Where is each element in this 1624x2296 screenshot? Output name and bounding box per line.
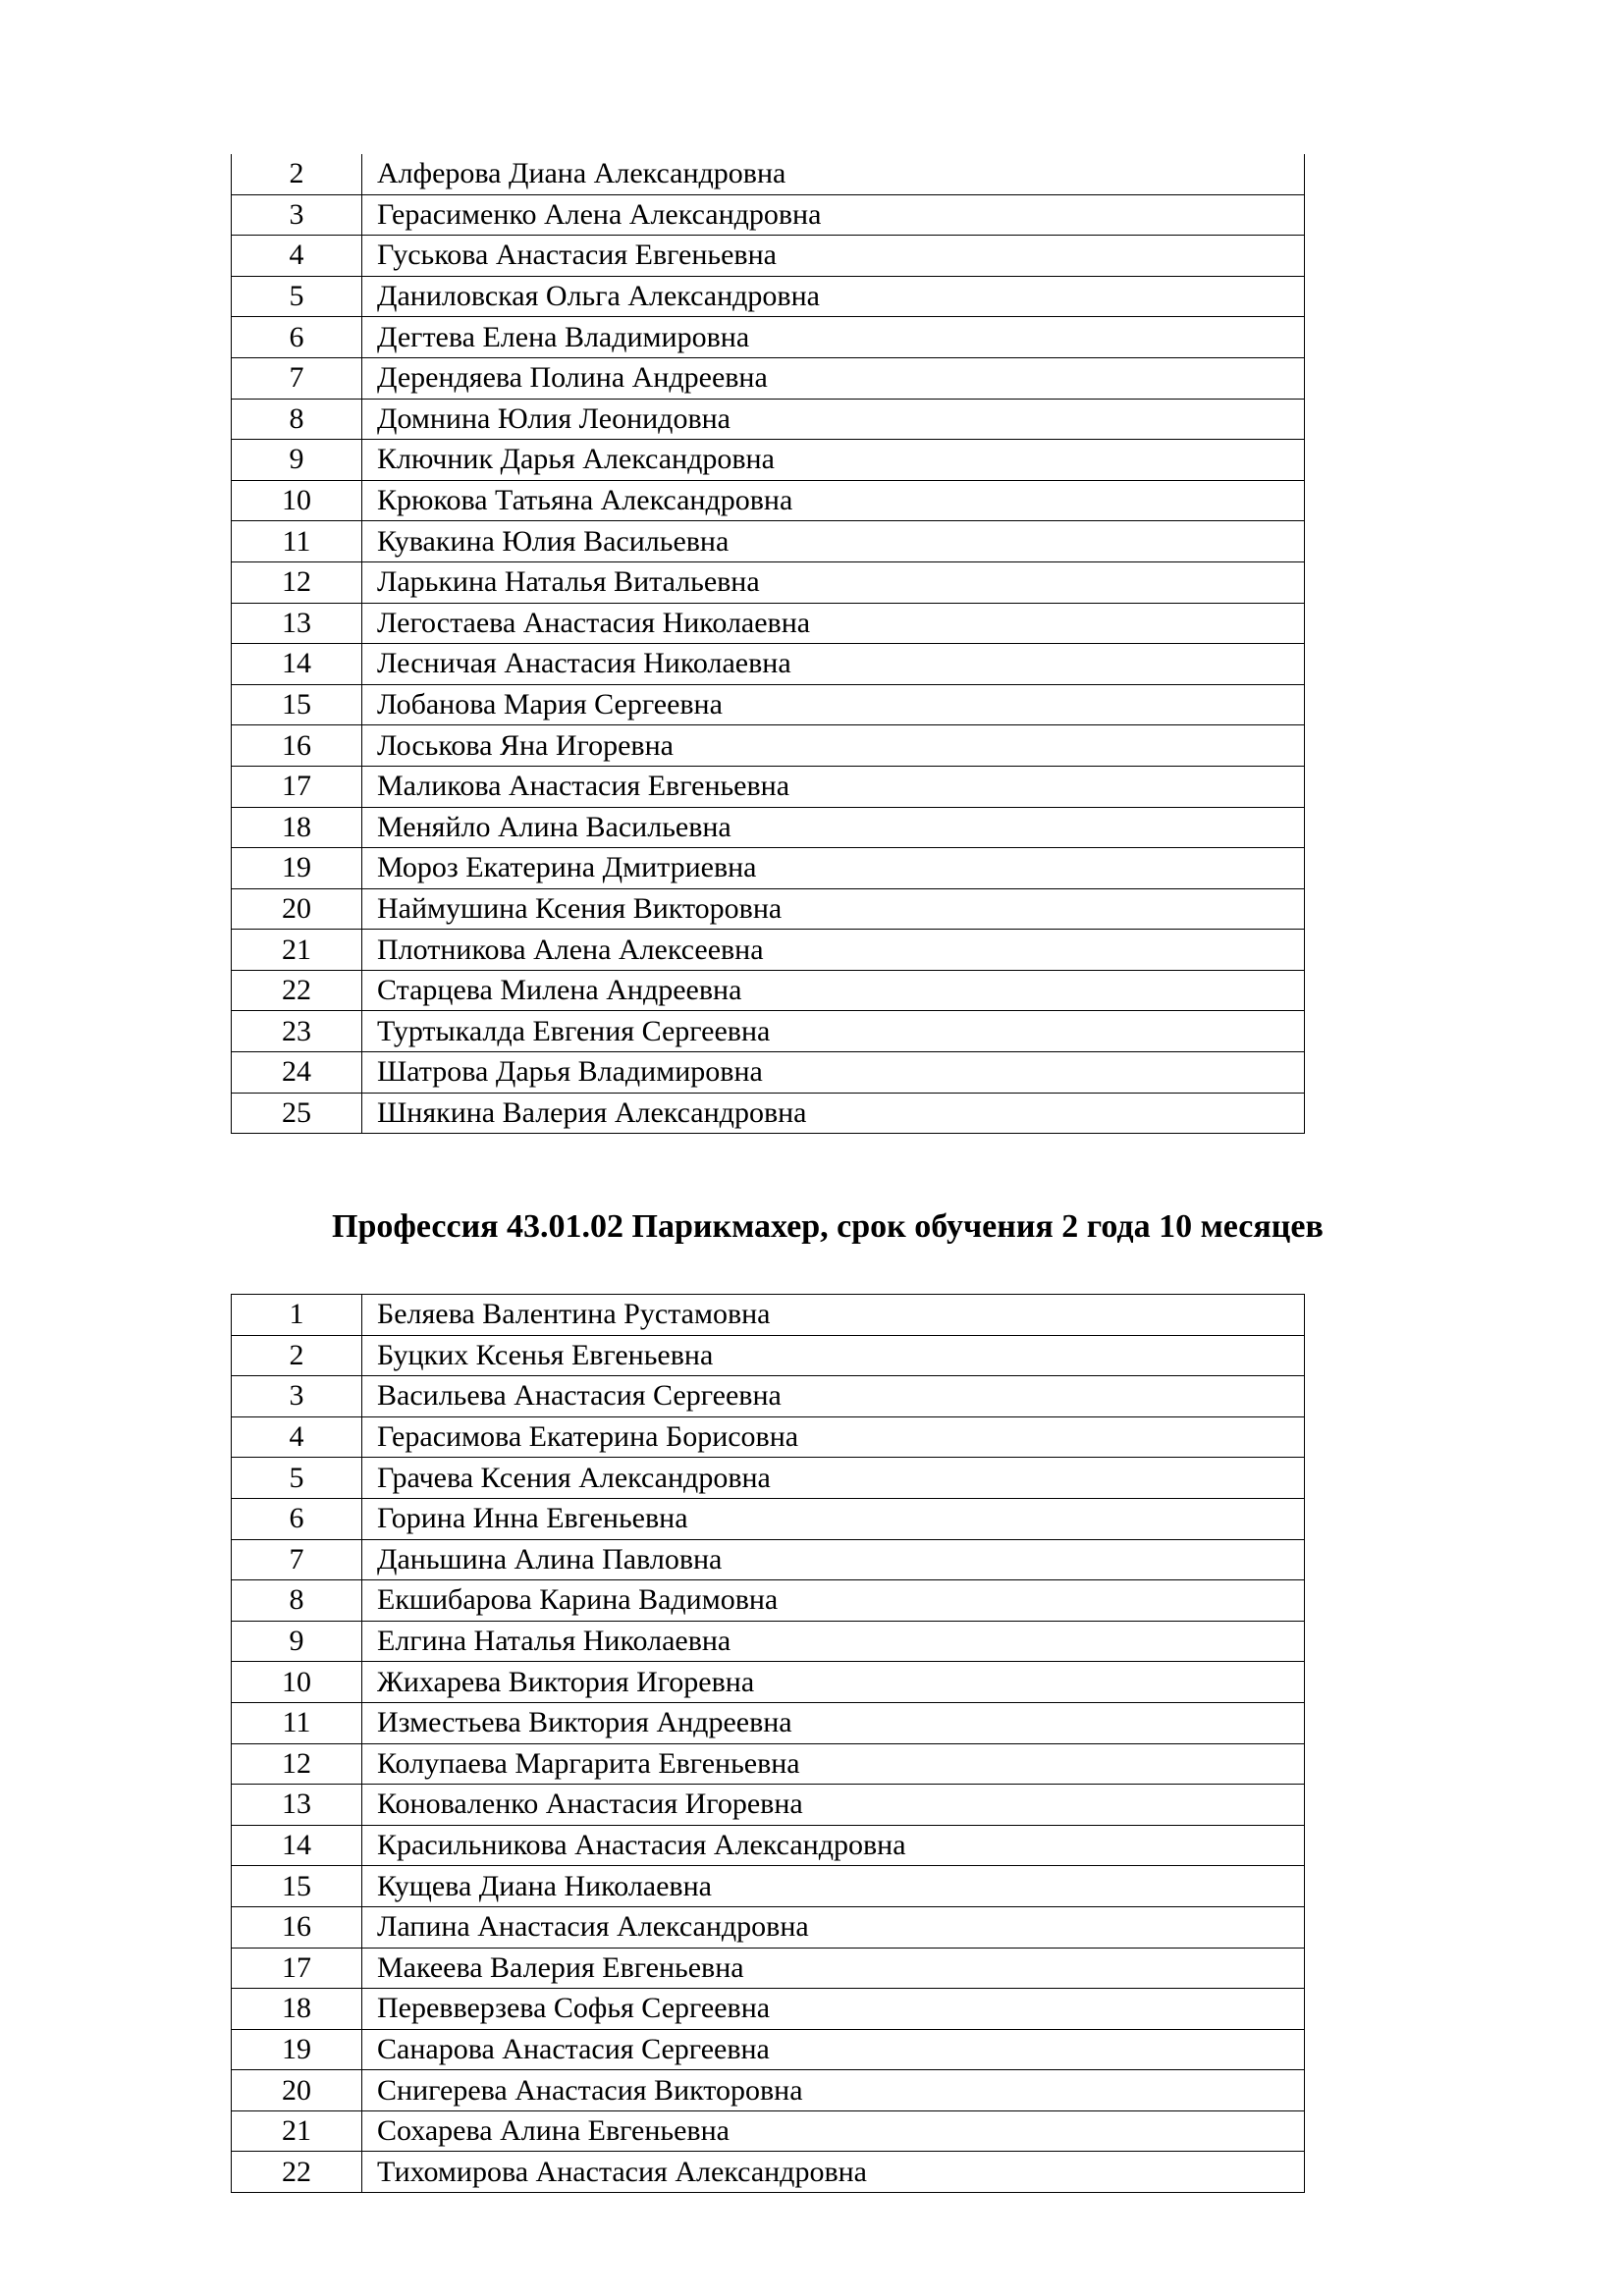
row-number: 8	[232, 399, 362, 440]
row-number: 9	[232, 1621, 362, 1662]
table-row	[232, 603, 1305, 644]
row-number: 18	[232, 807, 362, 848]
row-number: 4	[232, 1416, 362, 1458]
section-heading: Профессия 43.01.02 Парикмахер, срок обучения 2 года 10 месяцев	[332, 1208, 1324, 1245]
student-name: Кущева Диана Николаевна	[362, 1866, 1305, 1907]
table-row	[232, 480, 1305, 521]
table-row	[232, 317, 1305, 358]
row-number: 15	[232, 1866, 362, 1907]
table-row	[232, 1743, 1305, 1785]
table-row	[232, 357, 1305, 399]
row-number: 23	[232, 1011, 362, 1052]
student-name: Коноваленко Анастасия Игоревна	[362, 1785, 1305, 1826]
table-row	[232, 1906, 1305, 1948]
student-table-hairdresser	[231, 1294, 1305, 2193]
row-number: 13	[232, 1785, 362, 1826]
student-name: Даньшина Алина Павловна	[362, 1539, 1305, 1580]
row-number: 2	[232, 1335, 362, 1376]
table-row	[232, 561, 1305, 603]
row-number: 22	[232, 970, 362, 1011]
student-name: Шнякина Валерия Александровна	[362, 1093, 1305, 1134]
row-number: 8	[232, 1580, 362, 1622]
student-name: Лоськова Яна Игоревна	[362, 725, 1305, 767]
student-name: Изместьева Виктория Андреевна	[362, 1702, 1305, 1743]
table-row	[232, 725, 1305, 767]
table-row	[232, 1989, 1305, 2030]
table-row	[232, 521, 1305, 562]
row-number: 5	[232, 276, 362, 317]
row-number: 20	[232, 888, 362, 930]
table-row	[232, 1093, 1305, 1134]
row-number: 12	[232, 1743, 362, 1785]
table-row	[232, 1662, 1305, 1703]
row-number: 3	[232, 1376, 362, 1417]
row-number: 13	[232, 603, 362, 644]
student-name: Буцких Ксенья Евгеньевна	[362, 1335, 1305, 1376]
row-number: 11	[232, 521, 362, 562]
table-row	[232, 2070, 1305, 2111]
table-row	[232, 440, 1305, 481]
row-number: 7	[232, 357, 362, 399]
table-row	[232, 1011, 1305, 1052]
student-name: Колупаева Маргарита Евгеньевна	[362, 1743, 1305, 1785]
row-number: 17	[232, 1948, 362, 1989]
table-row	[232, 1621, 1305, 1662]
student-name: Перевверзева Софья Сергеевна	[362, 1989, 1305, 2030]
row-number: 19	[232, 2029, 362, 2070]
table-row	[232, 399, 1305, 440]
student-name: Крюкова Татьяна Александровна	[362, 480, 1305, 521]
row-number: 16	[232, 725, 362, 767]
row-number: 9	[232, 440, 362, 481]
table-row	[232, 1458, 1305, 1499]
student-name: Грачева Ксения Александровна	[362, 1458, 1305, 1499]
row-number: 19	[232, 848, 362, 889]
student-name: Сохарева Алина Евгеньевна	[362, 2110, 1305, 2152]
row-number: 4	[232, 236, 362, 277]
student-name: Герасимова Екатерина Борисовна	[362, 1416, 1305, 1458]
student-name: Туртыкалда Евгения Сергеевна	[362, 1011, 1305, 1052]
row-number: 3	[232, 194, 362, 236]
table-row	[232, 1580, 1305, 1622]
table-row	[232, 276, 1305, 317]
student-name: Ларькина Наталья Витальевна	[362, 561, 1305, 603]
student-name: Кувакина Юлия Васильевна	[362, 521, 1305, 562]
table-row	[232, 1052, 1305, 1094]
table-row	[232, 1866, 1305, 1907]
student-name: Шатрова Дарья Владимировна	[362, 1052, 1305, 1094]
table-row	[232, 1702, 1305, 1743]
row-number: 2	[232, 154, 362, 194]
student-name: Горина Инна Евгеньевна	[362, 1498, 1305, 1539]
table-row	[232, 236, 1305, 277]
student-name: Даниловская Ольга Александровна	[362, 276, 1305, 317]
student-name: Снигерева Анастасия Викторовна	[362, 2070, 1305, 2111]
table-row	[232, 154, 1305, 194]
row-number: 5	[232, 1458, 362, 1499]
student-name: Лапина Анастасия Александровна	[362, 1906, 1305, 1948]
table-row	[232, 2110, 1305, 2152]
row-number: 14	[232, 1825, 362, 1866]
table-row	[232, 644, 1305, 685]
table-row	[232, 2152, 1305, 2193]
table-row	[232, 970, 1305, 1011]
row-number: 11	[232, 1702, 362, 1743]
table-row	[232, 684, 1305, 725]
table-row	[232, 1785, 1305, 1826]
student-name: Маликова Анастасия Евгеньевна	[362, 766, 1305, 807]
row-number: 6	[232, 1498, 362, 1539]
row-number: 18	[232, 1989, 362, 2030]
table-row	[232, 1498, 1305, 1539]
student-name: Домнина Юлия Леонидовна	[362, 399, 1305, 440]
row-number: 1	[232, 1295, 362, 1336]
row-number: 15	[232, 684, 362, 725]
student-table-body	[232, 1295, 1305, 2193]
table-row	[232, 1539, 1305, 1580]
student-name: Ключник Дарья Александровна	[362, 440, 1305, 481]
row-number: 25	[232, 1093, 362, 1134]
student-name: Легостаева Анастасия Николаевна	[362, 603, 1305, 644]
student-name: Беляева Валентина Рустамовна	[362, 1295, 1305, 1336]
row-number: 7	[232, 1539, 362, 1580]
table-row	[232, 1335, 1305, 1376]
student-table-continued	[231, 154, 1305, 1134]
row-number: 21	[232, 930, 362, 971]
row-number: 16	[232, 1906, 362, 1948]
row-number: 6	[232, 317, 362, 358]
table-row	[232, 888, 1305, 930]
row-number: 14	[232, 644, 362, 685]
row-number: 21	[232, 2110, 362, 2152]
student-name: Дерендяева Полина Андреевна	[362, 357, 1305, 399]
student-table-body	[232, 154, 1305, 1134]
row-number: 10	[232, 1662, 362, 1703]
student-name: Мороз Екатерина Дмитриевна	[362, 848, 1305, 889]
table-row	[232, 1295, 1305, 1336]
student-name: Елгина Наталья Николаевна	[362, 1621, 1305, 1662]
table-row	[232, 930, 1305, 971]
student-name: Лобанова Мария Сергеевна	[362, 684, 1305, 725]
student-name: Васильева Анастасия Сергеевна	[362, 1376, 1305, 1417]
student-name: Герасименко Алена Александровна	[362, 194, 1305, 236]
student-name: Дегтева Елена Владимировна	[362, 317, 1305, 358]
table-row	[232, 1376, 1305, 1417]
row-number: 12	[232, 561, 362, 603]
row-number: 17	[232, 766, 362, 807]
student-name: Жихарева Виктория Игоревна	[362, 1662, 1305, 1703]
student-name: Меняйло Алина Васильевна	[362, 807, 1305, 848]
student-name: Наймушина Ксения Викторовна	[362, 888, 1305, 930]
table-row	[232, 807, 1305, 848]
table-row	[232, 1825, 1305, 1866]
student-name: Тихомирова Анастасия Александровна	[362, 2152, 1305, 2193]
table-row	[232, 2029, 1305, 2070]
student-name: Гуськова Анастасия Евгеньевна	[362, 236, 1305, 277]
row-number: 24	[232, 1052, 362, 1094]
student-name: Красильникова Анастасия Александровна	[362, 1825, 1305, 1866]
table-row	[232, 766, 1305, 807]
student-name: Санарова Анастасия Сергеевна	[362, 2029, 1305, 2070]
row-number: 22	[232, 2152, 362, 2193]
row-number: 20	[232, 2070, 362, 2111]
table-row	[232, 848, 1305, 889]
student-name: Екшибарова Карина Вадимовна	[362, 1580, 1305, 1622]
table-row	[232, 1948, 1305, 1989]
student-name: Плотникова Алена Алексеевна	[362, 930, 1305, 971]
table-row	[232, 1416, 1305, 1458]
student-name: Алферова Диана Александровна	[362, 154, 1305, 194]
student-name: Старцева Милена Андреевна	[362, 970, 1305, 1011]
row-number: 10	[232, 480, 362, 521]
table-row	[232, 194, 1305, 236]
student-name: Лесничая Анастасия Николаевна	[362, 644, 1305, 685]
student-name: Макеева Валерия Евгеньевна	[362, 1948, 1305, 1989]
